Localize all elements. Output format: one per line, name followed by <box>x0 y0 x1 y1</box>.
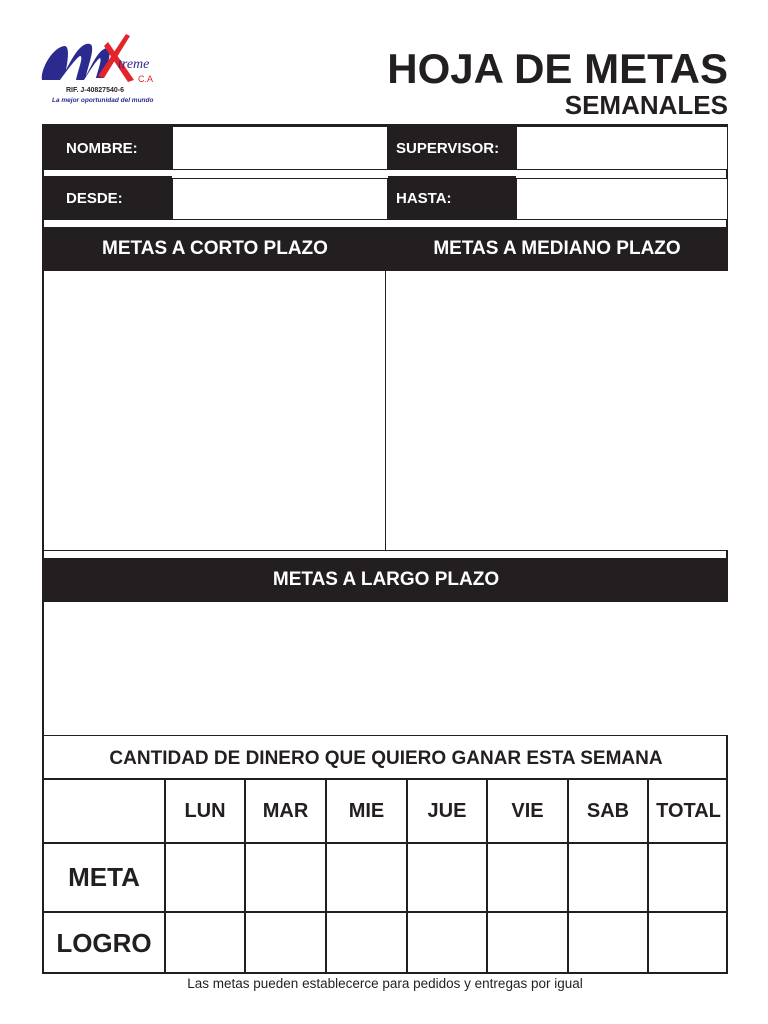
meta-cell-sab[interactable] <box>569 844 647 911</box>
row-label-logro: LOGRO <box>56 927 152 958</box>
day-header-mar: MAR <box>262 799 309 822</box>
day-header-lun: LUN <box>184 799 226 822</box>
long-term-area[interactable] <box>44 602 728 736</box>
supervisor-field[interactable] <box>516 126 728 170</box>
day-header-mie: MIE <box>348 799 385 822</box>
medium-term-header: METAS A MEDIANO PLAZO <box>386 227 728 271</box>
desde-label: DESDE: <box>44 176 172 220</box>
medium-term-area[interactable] <box>386 271 728 551</box>
logro-cell-mar[interactable] <box>246 913 325 973</box>
logro-cell-vie[interactable] <box>488 913 567 973</box>
hasta-label: HASTA: <box>388 176 516 220</box>
day-header-total: TOTAL <box>656 799 721 822</box>
meta-cell-vie[interactable] <box>488 844 567 911</box>
short-term-area[interactable] <box>44 271 386 551</box>
company-logo <box>38 30 168 110</box>
long-term-header: METAS A LARGO PLAZO <box>44 558 728 602</box>
page-title: HOJA DE METAS <box>387 45 728 92</box>
rif-text: RIF. J-40827540-6 <box>66 87 124 94</box>
nombre-label: NOMBRE: <box>44 126 172 170</box>
logro-cell-lun[interactable] <box>166 913 244 973</box>
row-label-meta: META <box>68 862 140 892</box>
meta-cell-mie[interactable] <box>327 844 406 911</box>
desde-field[interactable] <box>172 178 388 220</box>
meta-cell-jue[interactable] <box>408 844 486 911</box>
meta-cell-mar[interactable] <box>246 844 325 911</box>
svg-text:treme: treme <box>118 57 150 72</box>
day-header-vie: VIE <box>511 799 544 822</box>
meta-cell-lun[interactable] <box>166 844 244 911</box>
day-header-sab: SAB <box>586 799 630 822</box>
logro-cell-jue[interactable] <box>408 913 486 973</box>
supervisor-label: SUPERVISOR: <box>388 126 516 170</box>
goals-form <box>42 124 728 974</box>
day-header-jue: JUE <box>427 799 467 822</box>
short-term-header: METAS A CORTO PLAZO <box>44 227 386 271</box>
logro-cell-total[interactable] <box>649 913 728 973</box>
logro-cell-mie[interactable] <box>327 913 406 973</box>
page-subtitle: SEMANALES <box>564 90 728 120</box>
meta-cell-total[interactable] <box>649 844 728 911</box>
logro-cell-sab[interactable] <box>569 913 647 973</box>
footer-note: Las metas pueden establecerce para pedidos y entregas por igual <box>187 976 583 991</box>
nombre-field[interactable] <box>172 126 388 170</box>
hasta-field[interactable] <box>516 178 728 220</box>
money-goal-title: CANTIDAD DE DINERO QUE QUIERO GANAR ESTA SEMANA <box>109 748 663 769</box>
svg-text:C.A: C.A <box>138 74 154 84</box>
slogan-text: La mejor oportunidad del mundo <box>52 97 154 104</box>
